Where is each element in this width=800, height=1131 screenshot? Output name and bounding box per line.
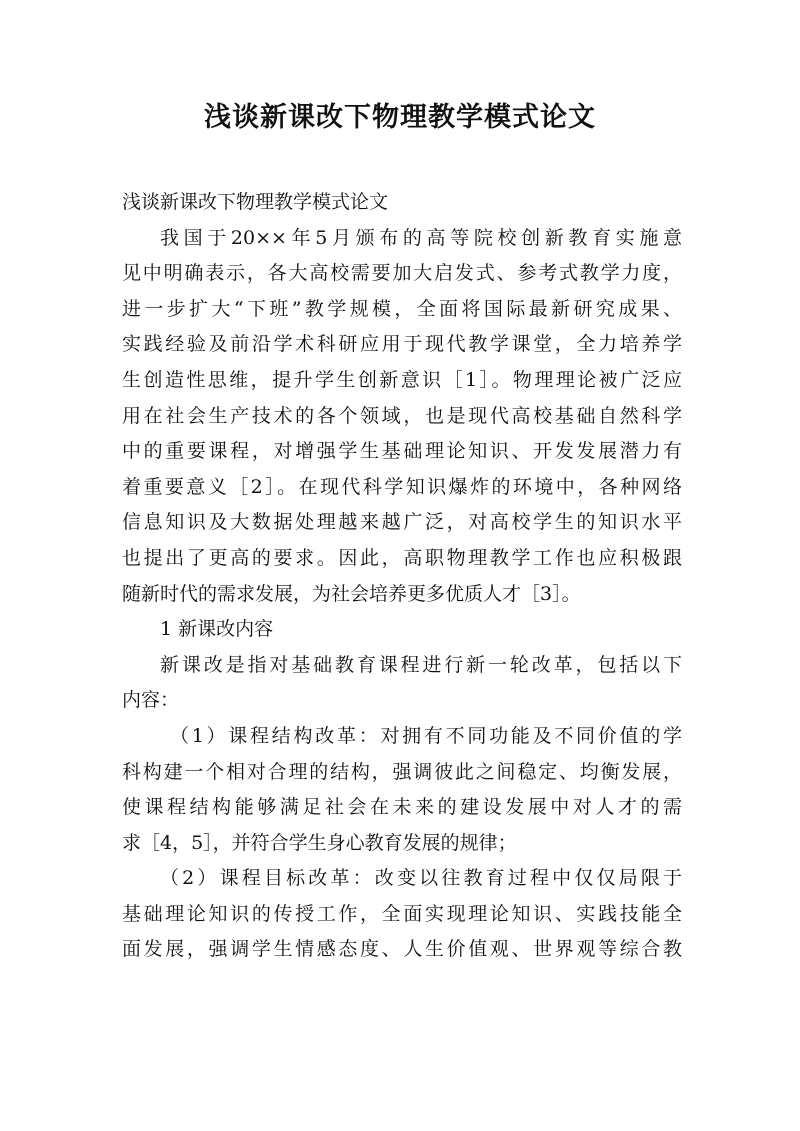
section-heading: 1 新课改内容 [160,618,274,641]
document-title: 浅谈新课改下物理教学模式论文 [204,102,596,133]
document-body [122,185,682,968]
list-item-line: 使课程结构能够满足社会在未来的建设发展中对人才的需 [122,796,682,819]
list-item-line: 求［4，5］，并符合学生身心教育发展的规律； [122,831,517,854]
paragraph-line: 信息知识及大数据处理越来越广泛，对高校学生的知识水平 [122,511,682,534]
paragraph-line: 随新时代的需求发展，为社会培养更多优质人才［3］。 [122,582,581,605]
paragraph-line: 也提出了更高的要求。因此，高职物理教学工作也应积极跟 [122,546,682,569]
paragraph-line: 实践经验及前沿学术科研应用于现代教学课堂，全力培养学 [122,333,682,356]
list-item-line: 基础理论知识的传授工作，全面实现理论知识、实践技能全 [122,902,682,925]
paragraph-line: 着重要意义［2］。在现代科学知识爆炸的环境中，各种网络 [122,475,682,498]
paragraph-line: 见中明确表示，各大高校需要加大启发式、参考式教学力度， [122,262,682,285]
paragraph-line: 生创造性思维，提升学生创新意识［1］。物理理论被广泛应 [122,368,682,391]
list-item-line: 面发展，强调学生情感态度、人生价值观、世界观等综合教 [122,938,682,961]
list-item-line: （1）课程结构改革：对拥有不同功能及不同价值的学 [170,724,682,747]
document-subtitle: 浅谈新课改下物理教学模式论文 [122,191,389,213]
paragraph-line: 中的重要课程，对增强学生基础理论知识、开发发展潜力有 [122,440,682,463]
paragraph-line: 进一步扩大“下班”教学规模，全面将国际最新研究成果、 [122,297,682,320]
paragraph-line: 用在社会生产技术的各个领域，也是现代高校基础自然科学 [122,404,682,427]
paragraph-line: 内容： [122,689,180,712]
paragraph-line: 我国于20××年5月颁布的高等院校创新教育实施意 [160,226,682,249]
list-item-line: 科构建一个相对合理的结构，强调彼此之间稳定、均衡发展， [122,760,682,783]
paragraph-line: 新课改是指对基础教育课程进行新一轮改革，包括以下 [160,653,682,676]
list-item-line: （2）课程目标改革：改变以往教育过程中仅仅局限于 [160,867,682,890]
